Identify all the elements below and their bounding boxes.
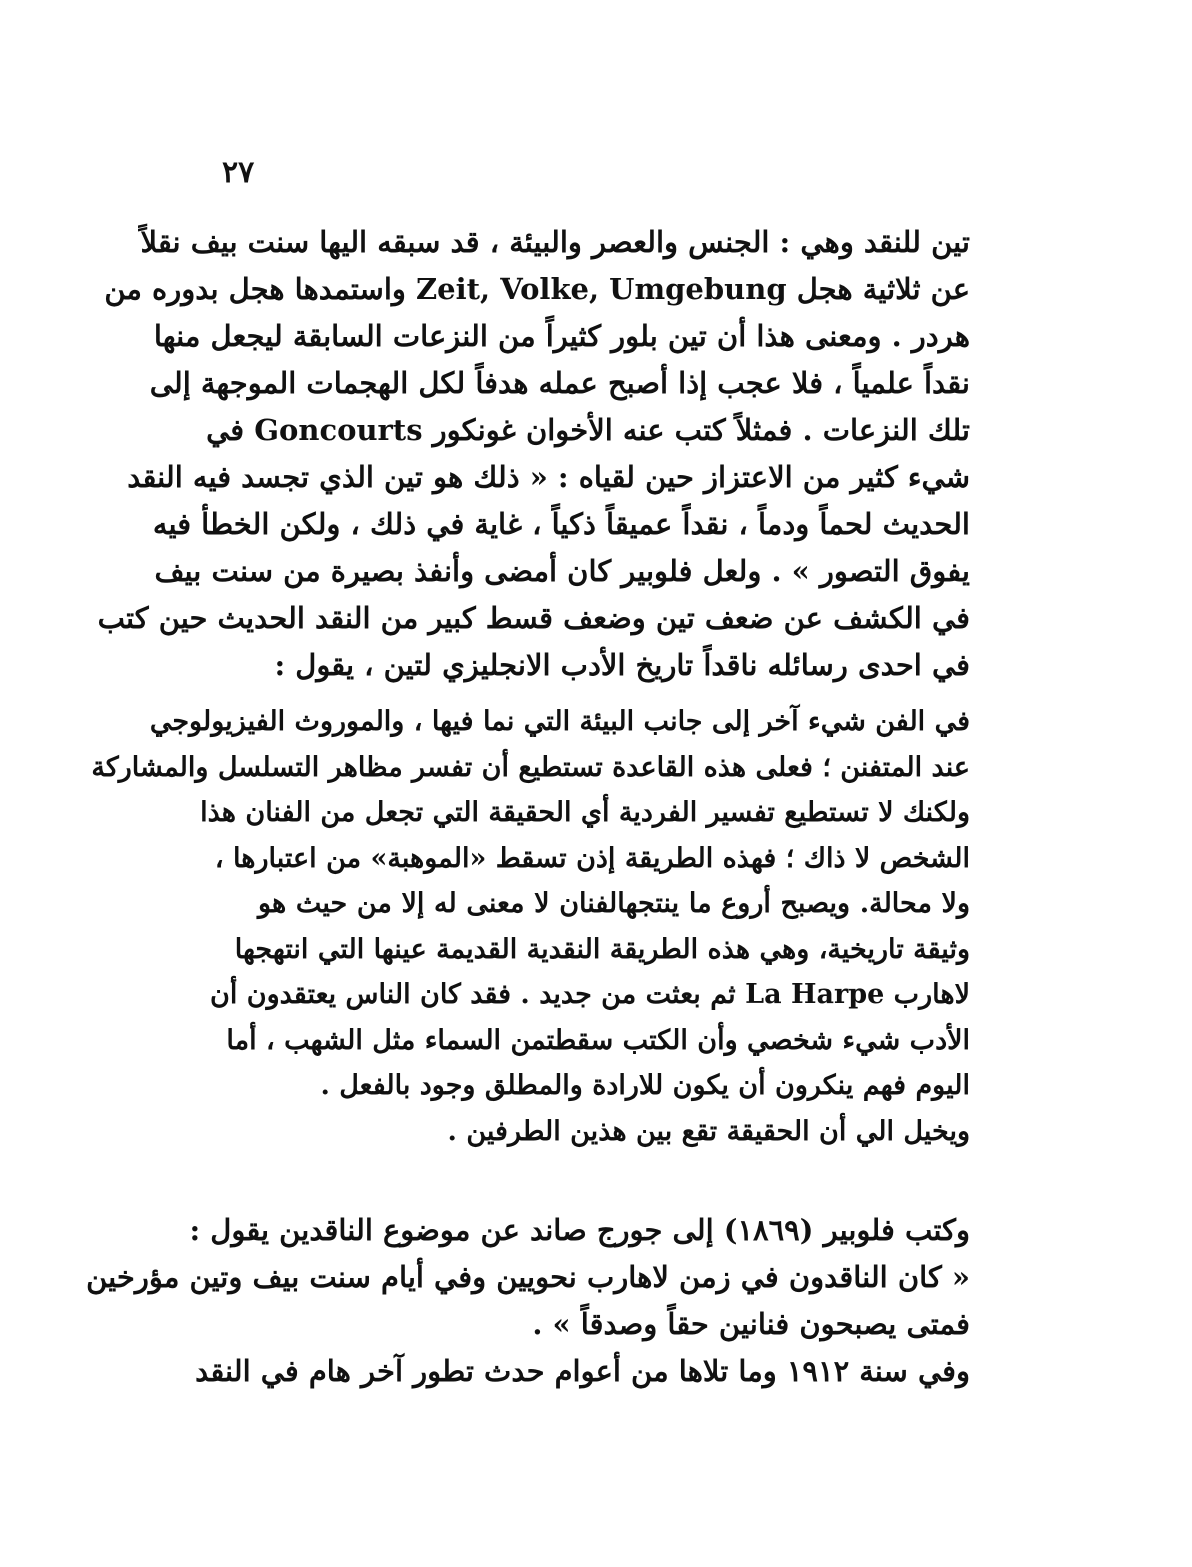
text-line: وكتب فلوبير (١٨٦٩) إلى جورج صاند عن موضوع الناقدين يقول : <box>189 1213 970 1247</box>
quote-line: وثيقة تاريخية، وهي هذه الطريقة النقدية القديمة عينها التي انتهجها <box>234 933 970 965</box>
quote-line: ولكنك لا تستطيع تفسير الفردية أي الحقيقة التي تجعل من الفنان هذا <box>200 797 970 828</box>
text-line: تلك النزعات . فمثلاً كتب عنه الأخوان غونكور Goncourts في <box>206 413 970 447</box>
text-line: « كان الناقدون في زمن لاهارب نحويين وفي أيام سنت بيف وتين مؤرخين <box>86 1260 970 1294</box>
paragraph-closing <box>86 1213 970 1404</box>
quote-line: ويخيل الي أن الحقيقة تقع بين هذين الطرفين . <box>447 1115 970 1147</box>
text-line: هردر . ومعنى هذا أن تين بلور كثيراً من النزعات السابقة ليجعل منها <box>153 319 970 353</box>
quote-line: ولا محالة. ويصبح أروع ما ينتجهالفنان لا معنى له إلا من حيث هو <box>258 888 970 919</box>
text-line: شيء كثير من الاعتزاز حين لقياه : « ذلك هو تين الذي تجسد فيه النقد <box>127 460 970 494</box>
quote-line: لاهارب La Harpe ثم بعثت من جديد . فقد كان الناس يعتقدون أن <box>210 979 970 1010</box>
quote-line: في الفن شيء آخر إلى جانب البيئة التي نما فيها ، والموروث الفيزيولوجي <box>149 706 970 737</box>
text-line: تين للنقد وهي : الجنس والعصر والبيئة ، قد سبقه اليها سنت بيف نقلاً <box>140 225 970 259</box>
quote-line: الأدب شيء شخصي وأن الكتب سقطتمن السماء مثل الشهب ، أما <box>226 1024 970 1056</box>
quote-line: الشخص لا ذاك ؛ فهذه الطريقة إذن تسقط «الموهبة» من اعتبارها ، <box>214 842 970 874</box>
text-line: نقداً علمياً ، فلا عجب إذا أصبح عمله هدفاً لكل الهجمات الموجهة إلى <box>149 366 970 400</box>
text-line: فمتى يصبحون فنانين حقاً وصدقاً » . <box>532 1307 970 1341</box>
page-number: ٢٧ <box>222 155 255 190</box>
text-line: في الكشف عن ضعف تين وضعف قسط كبير من النقد الحديث حين كتب <box>97 601 970 635</box>
quote-line: اليوم فهم ينكرون أن يكون للارادة والمطلق وجود بالفعل . <box>320 1070 970 1101</box>
text-line: الحديث لحماً ودماً ، نقداً عميقاً ذكياً ، غاية في ذلك ، ولكن الخطأ فيه <box>152 507 970 541</box>
text-line: يفوق التصور » . ولعل فلوبير كان أمضى وأنفذ بصيرة من سنت بيف <box>154 554 970 588</box>
paragraph-body <box>97 225 970 698</box>
text-line: عن ثلاثية هجل Zeit, Volke, Umgebung واستمدها هجل بدوره من <box>104 272 970 306</box>
quote-line: عند المتفنن ؛ فعلى هذه القاعدة تستطيع أن تفسر مظاهر التسلسل والمشاركة <box>91 751 970 783</box>
block-quote <box>91 706 970 1163</box>
text-line: وفي سنة ١٩١٢ وما تلاها من أعوام حدث تطور آخر هام في النقد <box>195 1354 970 1388</box>
text-line: في احدى رسائله ناقداً تاريخ الأدب الانجليزي لتين ، يقول : <box>274 648 970 682</box>
